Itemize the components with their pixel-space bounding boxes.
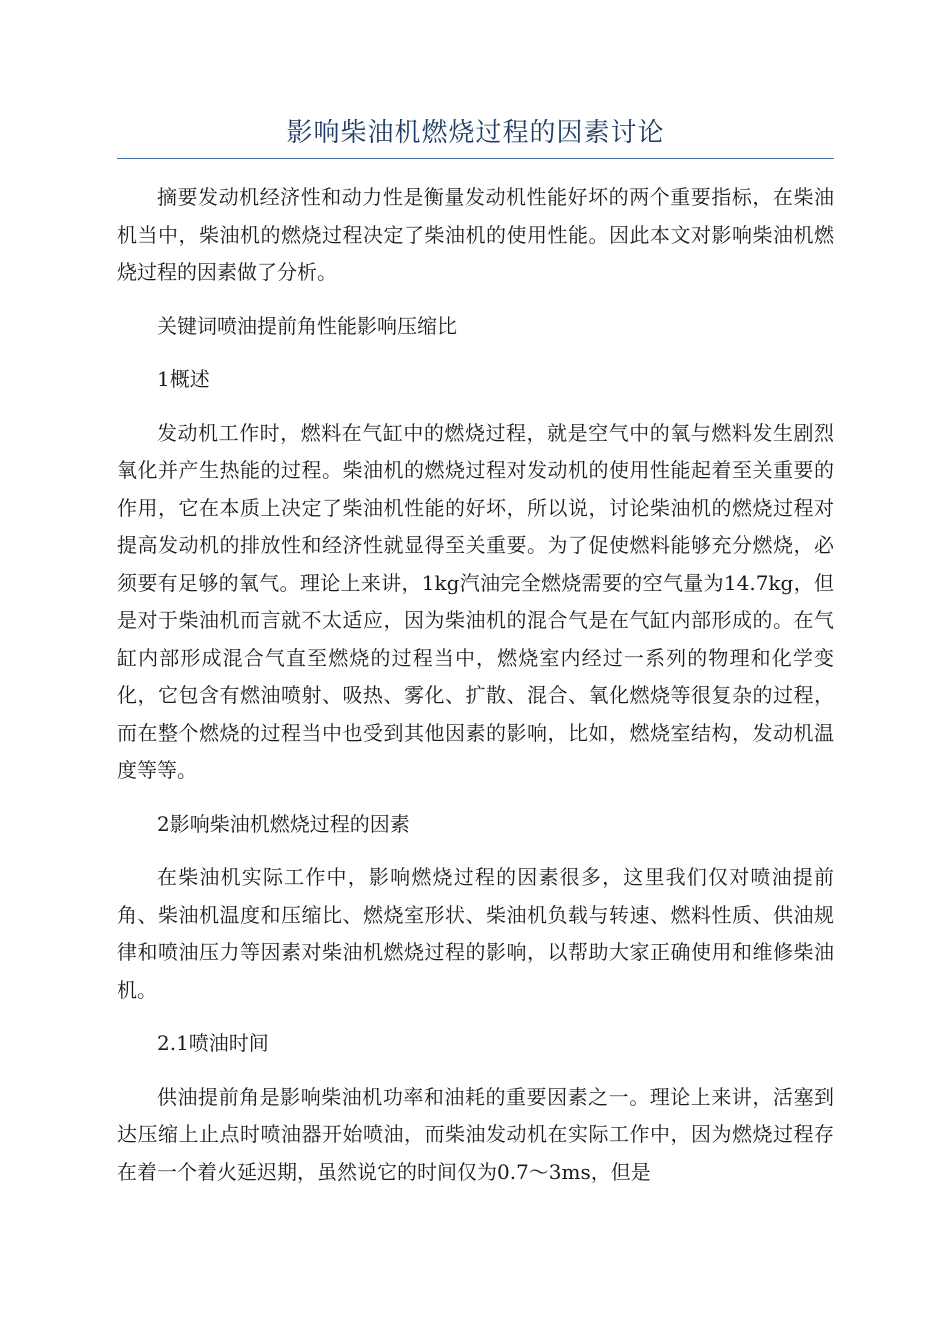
section-1-paragraph: 发动机工作时，燃料在气缸中的燃烧过程，就是空气中的氧与燃料发生剧烈氧化并产生热能的过程。柴油机的燃烧过程对发动机的使用性能起着至关重要的作用，它在本质上决定了柴油机性能的好坏，所以说，讨论柴油机的燃烧过程对提高发动机的排放性和经济性就显得至关重要。为了促使燃料能够充分燃烧，必须要有足够的氧气。理论上来讲，1kg汽油完全燃烧需要的空气量为14.7kg，但是对于柴油机而言就不太适应，因为柴油机的混合气是在气缸内部形成的。在气缸内部形成混合气直至燃烧的过程当中，燃烧室内经过一系列的物理和化学变化，它包含有燃油喷射、吸热、雾化、扩散、混合、氧化燃烧等很复杂的过程，而在整个燃烧的过程当中也受到其他因素的影响，比如，燃烧室结构，发动机温度等等。 (117, 420, 834, 782)
keywords-line: 关键词喷油提前角性能影响压缩比 (157, 313, 457, 338)
title-underline (117, 158, 834, 159)
section-2-paragraph: 在柴油机实际工作中，影响燃烧过程的因素很多，这里我们仅对喷油提前角、柴油机温度和压缩比、燃烧室形状、柴油机负载与转速、燃料性质、供油规律和喷油压力等因素对柴油机燃烧过程的影响，以帮助大家正确使用和维修柴油机。 (117, 865, 834, 1002)
section-1-heading: 1概述 (157, 367, 210, 391)
document-title: 影响柴油机燃烧过程的因素讨论 (286, 118, 665, 148)
abstract-paragraph: 摘要发动机经济性和动力性是衡量发动机性能好坏的两个重要指标，在柴油机当中，柴油机的燃烧过程决定了柴油机的使用性能。因此本文对影响柴油机燃烧过程的因素做了分析。 (117, 185, 834, 284)
document-page (117, 110, 834, 1207)
section-2-1-heading: 2.1喷油时间 (157, 1031, 269, 1055)
section-2-heading: 2影响柴油机燃烧过程的因素 (157, 811, 410, 836)
section-2-1-paragraph: 供油提前角是影响柴油机功率和油耗的重要因素之一。理论上来讲，活塞到达压缩上止点时喷油器开始喷油，而柴油发动机在实际工作中，因为燃烧过程存在着一个着火延迟期，虽然说它的时间仅为0.7～3ms，但是 (117, 1084, 834, 1184)
